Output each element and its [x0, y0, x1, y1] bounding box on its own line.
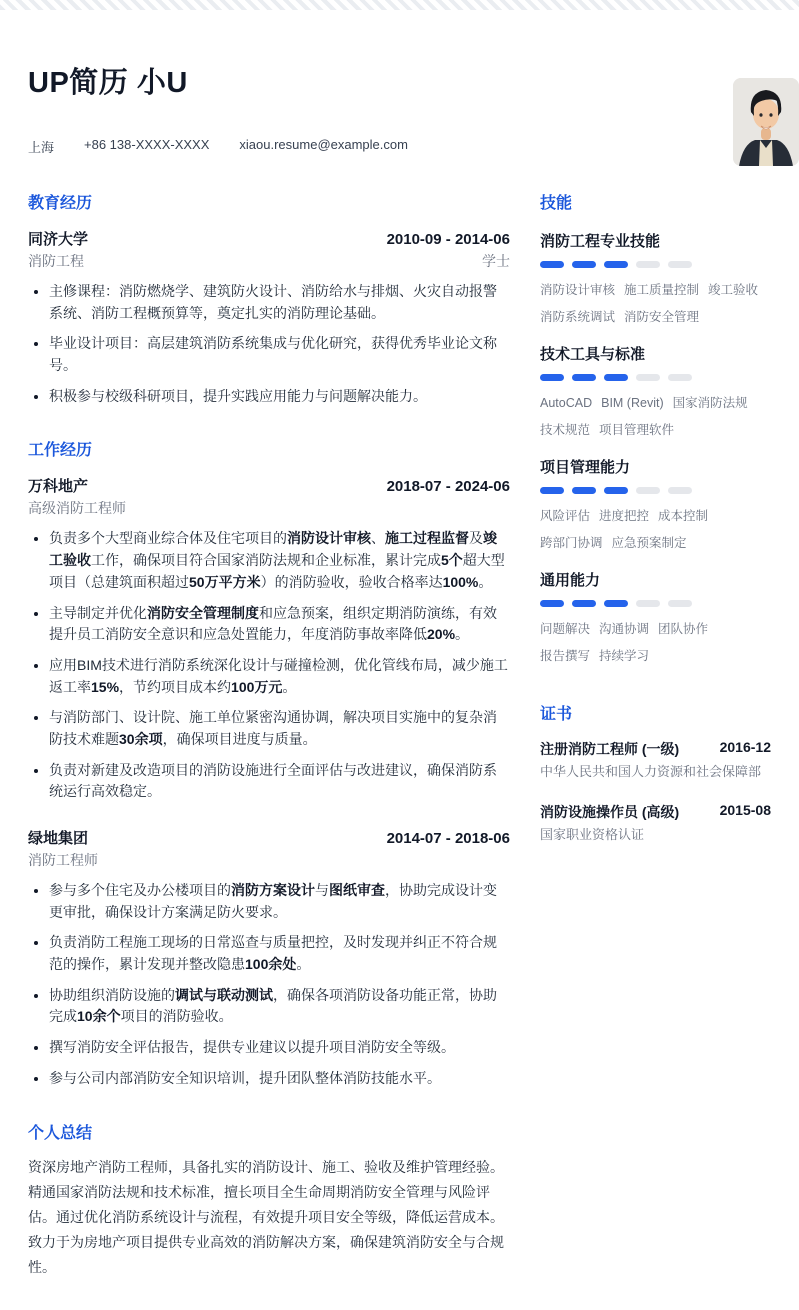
contact-email: xiaou.resume@example.com — [239, 137, 408, 152]
entry-date-range: 2018-07 - 2024-06 — [386, 478, 510, 496]
skill-tag: 风险评估 — [540, 509, 591, 523]
skill-tag-list — [540, 272, 771, 326]
skill-tag: 沟通协调 — [599, 622, 650, 636]
skill-pill-filled — [540, 487, 564, 494]
section-summary — [28, 1120, 510, 1281]
avatar-illustration — [733, 78, 799, 166]
entry-subheader — [28, 498, 510, 518]
skill-pill-filled — [572, 374, 596, 381]
job-title: 高级消防工程师 — [28, 500, 126, 517]
skill-tag: 持续学习 — [599, 649, 650, 663]
skill-group-name: 技术工具与标准 — [540, 346, 646, 363]
bullet-item: • 参与多个住宅及办公楼项目的消防方案设计与图纸审查，协助完成设计变更审批，确保设计方案满足防火要求。 — [49, 880, 510, 923]
skill-tag: 消防系统调试 — [540, 310, 616, 324]
certificate-date: 2015-08 — [719, 802, 771, 819]
certificate-name: 注册消防工程师 (一级) — [540, 741, 680, 757]
profile-photo — [733, 78, 799, 166]
certificate-header — [540, 802, 771, 822]
skill-tag: 应急预案制定 — [611, 536, 687, 550]
skill-pill-filled — [540, 374, 564, 381]
skill-group-name: 消防工程专业技能 — [540, 233, 661, 250]
skill-pill-filled — [604, 374, 628, 381]
skill-pill-empty — [636, 487, 660, 494]
entry-header — [28, 228, 510, 249]
certificate-header — [540, 739, 771, 759]
skill-group — [540, 456, 771, 552]
skill-level-bar — [540, 487, 771, 494]
certificate-item — [540, 739, 771, 782]
skill-groups — [540, 230, 771, 665]
skill-pill-empty — [636, 600, 660, 607]
skill-tag: 团队协作 — [658, 622, 709, 636]
skill-level-bar — [540, 600, 771, 607]
skill-tag: 竣工验收 — [708, 283, 759, 297]
skill-pill-empty — [668, 261, 692, 268]
skill-tag: 技术规范 — [540, 423, 591, 437]
entry-subheader — [28, 251, 510, 271]
bullet-item: • 积极参与校级科研项目，提升实践应用能力与问题解决能力。 — [49, 386, 510, 408]
skill-pill-filled — [604, 600, 628, 607]
skill-level-bar — [540, 261, 771, 268]
degree-name: 学士 — [482, 253, 510, 269]
work-entries — [28, 475, 510, 1089]
bullet-item: • 毕业设计项目：高层建筑消防系统集成与优化研究，获得优秀毕业论文称号。 — [49, 333, 510, 376]
skill-pill-empty — [668, 600, 692, 607]
resume-page — [0, 60, 799, 1310]
section-work — [28, 437, 510, 1089]
skill-pill-empty — [636, 374, 660, 381]
skill-pill-empty — [636, 261, 660, 268]
bullet-item: • 负责对新建及改造项目的消防设施进行全面评估与改进建议，确保消防系统运行高效稳定。 — [49, 760, 510, 803]
skill-pill-filled — [572, 600, 596, 607]
bullet-item: • 主修课程：消防燃烧学、建筑防火设计、消防给水与排烟、火灾自动报警系统、消防工程概预算等，奠定扎实的消防理论基础。 — [49, 281, 510, 324]
work-entry — [28, 827, 510, 1090]
skill-tag: AutoCAD — [540, 396, 593, 410]
skill-tag: 施工质量控制 — [624, 283, 700, 297]
section-skills — [540, 190, 771, 665]
bullet-item: • 协助组织消防设施的调试与联动测试，确保各项消防设备功能正常，协助完成10余个项目的消防验收。 — [49, 985, 510, 1028]
school-name: 同济大学 — [28, 231, 89, 248]
skill-tag: 进度把控 — [599, 509, 650, 523]
company-name: 万科地产 — [28, 478, 89, 496]
job-title: 消防工程师 — [28, 852, 98, 868]
skill-pill-filled — [572, 261, 596, 268]
certificate-issuer: 国家职业资格认证 — [540, 827, 645, 843]
certificate-date: 2016-12 — [719, 739, 771, 755]
skill-tag: 报告撰写 — [540, 649, 591, 663]
company-name: 绿地集团 — [28, 830, 89, 847]
major-name: 消防工程 — [28, 253, 84, 269]
side-column — [540, 190, 771, 1310]
skill-tag: 成本控制 — [658, 509, 709, 523]
certificate-issuer: 中华人民共和国人力资源和社会保障部 — [540, 764, 762, 779]
main-column — [28, 190, 510, 1310]
bullet-item: • 参与公司内部消防安全知识培训，提升团队整体消防技能水平。 — [49, 1068, 510, 1090]
entry-header — [28, 475, 510, 496]
entry-subheader — [28, 850, 510, 870]
education-entry — [28, 228, 510, 407]
skill-tag: 项目管理软件 — [599, 423, 675, 437]
skill-tag: 消防安全管理 — [624, 310, 700, 324]
summary-text: 资深房地产消防工程师，具备扎实的消防设计、施工、验收及维护管理经验。精通国家消防法规和技术标准，擅长项目全生命周期消防安全管理与风险评估。通过优化消防系统设计与流程，有效提升项目安全等级，降低运营成本。致力于为房地产项目提供专业高效的消防解决方案，确保建筑消防安全与合规性。 — [28, 1158, 504, 1276]
certificate-items — [540, 739, 771, 845]
certificates-heading: 证书 — [540, 706, 573, 723]
contact-phone: +86 138-XXXX-XXXX — [84, 137, 210, 152]
skill-pill-empty — [668, 487, 692, 494]
entry-date-range: 2014-07 - 2018-06 — [386, 830, 510, 847]
skill-pill-filled — [604, 487, 628, 494]
skill-tag: 国家消防法规 — [672, 396, 748, 410]
bullet-item: • 应用BIM技术进行消防系统深化设计与碰撞检测，优化管线布局，减少施工返工率15%，节约项目成本约100万元。 — [49, 655, 510, 698]
bullet-item: • 负责消防工程施工现场的日常巡查与质量把控，及时发现并纠正不符合规范的操作，累计发现并整改隐患100余处。 — [49, 932, 510, 975]
certificate-item — [540, 802, 771, 845]
work-entry — [28, 475, 510, 803]
entry-header — [28, 827, 510, 848]
section-education — [28, 190, 510, 407]
skill-tag-list — [540, 611, 771, 665]
entry-bullet-list — [28, 528, 510, 803]
skill-level-bar — [540, 374, 771, 381]
contact-location: 上海 — [28, 140, 55, 155]
entry-bullet-list — [28, 880, 510, 1090]
contact-row — [28, 137, 771, 156]
skill-pill-filled — [572, 487, 596, 494]
skill-pill-filled — [540, 261, 564, 268]
skill-pill-filled — [604, 261, 628, 268]
top-stripe-decoration — [0, 0, 799, 10]
skill-pill-empty — [668, 374, 692, 381]
page-title: UP简历 小U — [28, 67, 188, 99]
section-certificates — [540, 701, 771, 845]
bullet-item: • 负责多个大型商业综合体及住宅项目的消防设计审核、施工过程监督及竣工验收工作，确保项目符合国家消防法规和企业标准，累计完成5个超大型项目（总建筑面积超过50万平方米）的消防验收，验收合格率达100%。 — [49, 528, 510, 593]
education-heading: 教育经历 — [28, 195, 93, 212]
bullet-item: • 主导制定并优化消防安全管理制度和应急预案，组织定期消防演练，有效提升员工消防安全意识和应急处置能力，年度消防事故率降低20%。 — [49, 603, 510, 646]
skill-tag: 消防设计审核 — [540, 283, 616, 297]
skill-pill-filled — [540, 600, 564, 607]
skill-tag: BIM (Revit) — [601, 396, 664, 410]
bullet-item: • 撰写消防安全评估报告，提供专业建议以提升项目消防安全等级。 — [49, 1037, 510, 1059]
certificate-name: 消防设施操作员 (高级) — [540, 804, 680, 821]
education-entries — [28, 228, 510, 407]
work-heading: 工作经历 — [28, 442, 93, 460]
skill-group — [540, 343, 771, 439]
entry-date-range: 2010-09 - 2014-06 — [386, 231, 510, 248]
skill-tag: 跨部门协调 — [540, 536, 603, 550]
skill-tag: 问题解决 — [540, 622, 591, 636]
skill-tag-list — [540, 385, 771, 439]
skill-group-name: 项目管理能力 — [540, 459, 631, 476]
bullet-item: • 与消防部门、设计院、施工单位紧密沟通协调，解决项目实施中的复杂消防技术难题30余项，确保项目进度与质量。 — [49, 707, 510, 750]
skills-heading: 技能 — [540, 195, 573, 212]
content-columns — [28, 190, 771, 1310]
skill-group-name: 通用能力 — [540, 572, 601, 589]
entry-bullet-list — [28, 281, 510, 407]
skill-tag-list — [540, 498, 771, 552]
skill-group — [540, 569, 771, 665]
skill-group — [540, 230, 771, 326]
summary-heading: 个人总结 — [28, 1124, 93, 1142]
